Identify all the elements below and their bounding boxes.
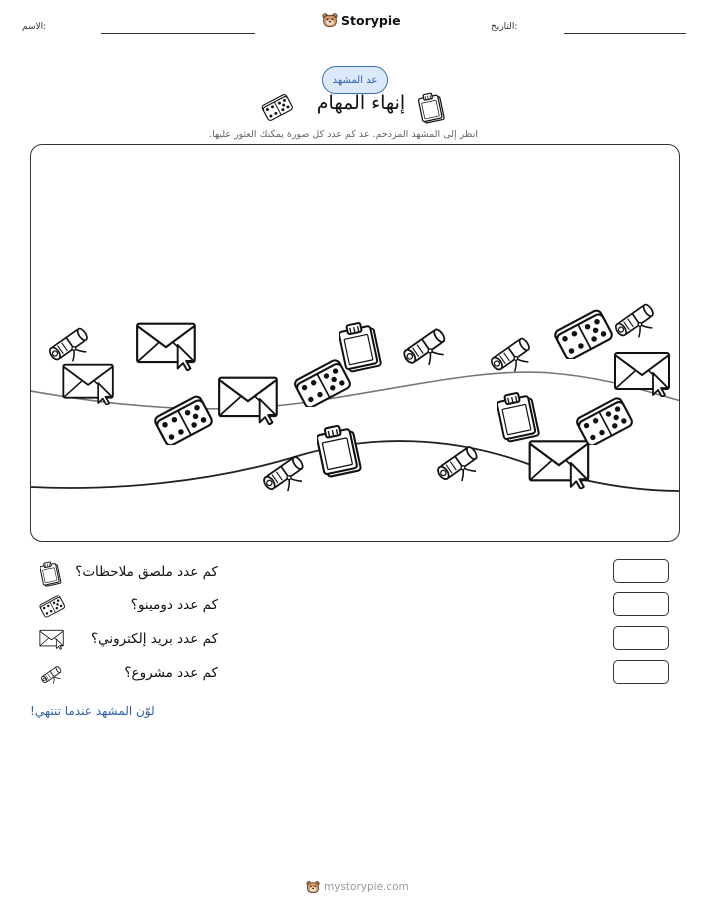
question-text: كم عدد بريد إلكتروني؟: [90, 631, 218, 647]
scene-drawing: [31, 145, 680, 542]
name-label: الاسم:: [22, 22, 47, 32]
counting-scene: [30, 144, 680, 542]
question-text: كم عدد دومينو؟: [130, 597, 218, 613]
storypie-bear-icon: [306, 880, 320, 894]
email-icon: [39, 628, 65, 650]
scene-sticky-note: [315, 423, 361, 478]
scene-email: [530, 441, 589, 489]
sticky-note-icon: [40, 561, 62, 587]
sticky-note-icon: [418, 92, 446, 124]
scene-domino: [575, 397, 633, 448]
scene-email: [137, 324, 195, 371]
scene-email: [63, 365, 112, 405]
date-label: التاريخ:: [491, 22, 518, 32]
name-line[interactable]: [101, 33, 255, 34]
scene-scroll: [614, 303, 661, 346]
answer-box[interactable]: [613, 626, 669, 650]
storypie-bear-icon: [322, 12, 338, 28]
scene-domino: [293, 359, 351, 410]
instructions: انظر إلى المشهد المزدحم. عد كم عدد كل صورة يمكنك العثور عليها.: [209, 129, 478, 140]
category-badge: عد المشهد: [322, 66, 388, 94]
title-row: [0, 92, 709, 126]
domino-icon: [38, 594, 66, 618]
question-row-sticky-note: [30, 559, 680, 589]
question-row-domino: [30, 592, 680, 622]
site-url: mystorypie.com: [324, 881, 409, 893]
scene-sticky-note: [495, 390, 539, 442]
site-footer: [306, 880, 409, 894]
question-row-scroll: [30, 660, 680, 690]
scene-domino: [553, 309, 613, 361]
scene-domino: [153, 395, 213, 447]
scene-scroll: [262, 455, 311, 499]
scene-scroll: [436, 445, 485, 489]
scene-sticky-note: [337, 320, 381, 372]
color-instruction: لوّن المشهد عندما تنتهي!: [30, 704, 155, 718]
question-row-email: [30, 626, 680, 656]
question-text: كم عدد مشروع؟: [124, 665, 218, 681]
answer-box[interactable]: [613, 660, 669, 684]
scene-scroll: [48, 327, 95, 370]
date-line[interactable]: [564, 33, 686, 34]
answer-box[interactable]: [613, 592, 669, 616]
brand-logo: [322, 12, 401, 28]
scene-email: [219, 378, 277, 425]
answer-box[interactable]: [613, 559, 669, 583]
domino-icon: [260, 93, 294, 121]
brand-name: Storypie: [341, 12, 401, 28]
page-title: إنهاء المهام: [316, 92, 406, 114]
question-text: كم عدد ملصق ملاحظات؟: [75, 564, 218, 580]
scroll-icon: [39, 662, 65, 686]
scene-scroll: [402, 328, 453, 374]
